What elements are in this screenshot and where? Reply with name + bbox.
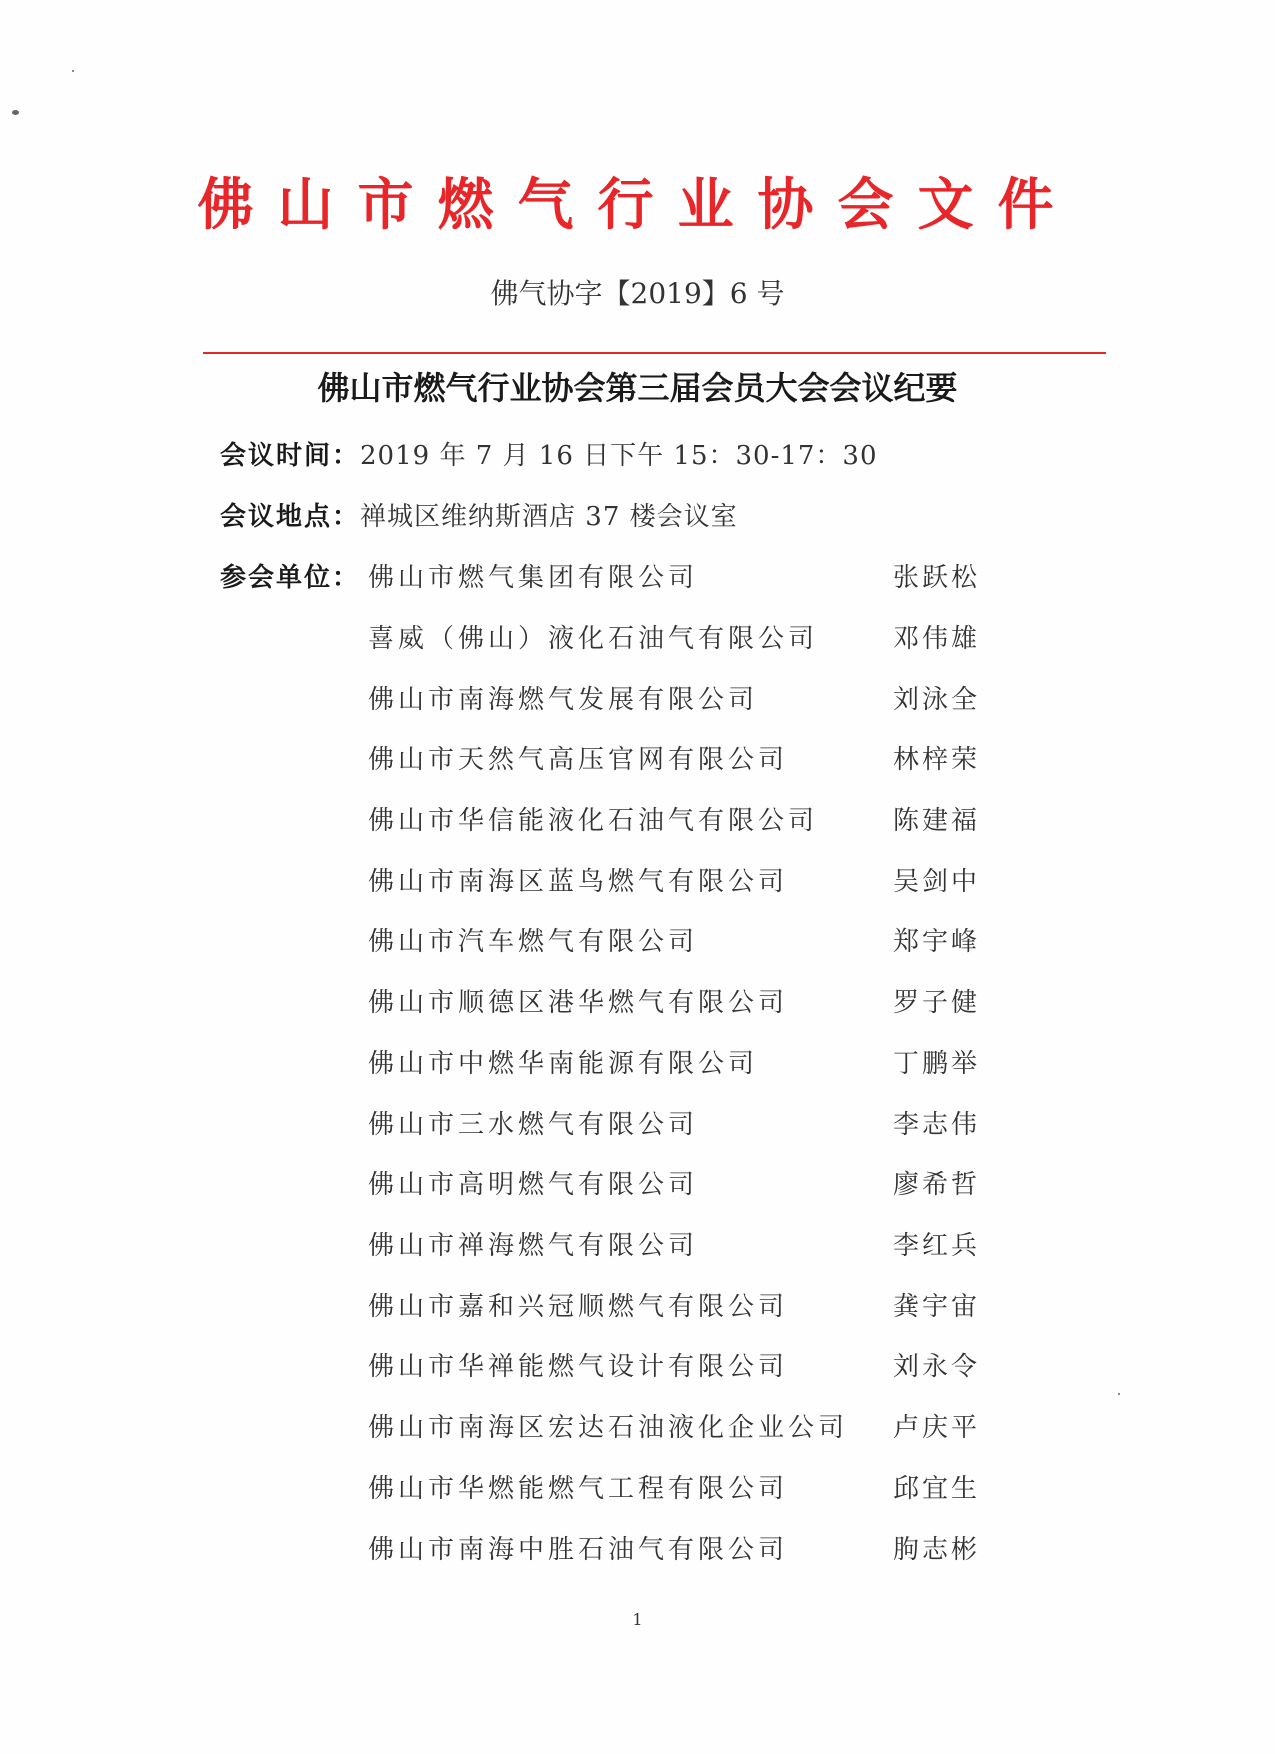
attendee-row xyxy=(0,1415,1275,1455)
attendee-person: 李红兵 xyxy=(893,1231,981,1261)
attendee-row xyxy=(0,687,1275,727)
attendee-row xyxy=(0,1354,1275,1394)
attendee-row xyxy=(0,869,1275,909)
organization-header-title: 佛山市燃气行业协会文件 xyxy=(197,173,1078,238)
attendee-company: 佛山市南海区蓝鸟燃气有限公司 xyxy=(368,867,789,897)
attendee-row xyxy=(0,808,1275,848)
attendee-person: 廖希哲 xyxy=(893,1170,981,1200)
attendee-row xyxy=(0,1051,1275,1091)
attendee-company: 佛山市三水燃气有限公司 xyxy=(368,1110,699,1140)
attendee-company: 佛山市嘉和兴冠顺燃气有限公司 xyxy=(368,1292,789,1322)
attendee-person: 邓伟雄 xyxy=(893,624,981,654)
meeting-time-value: 2019 年 7 月 16 日下午 15：30-17：30 xyxy=(360,441,878,471)
meeting-place-row xyxy=(220,504,738,530)
attendee-row xyxy=(0,565,1275,605)
attendee-person: 刘泳全 xyxy=(893,685,981,715)
attendee-row xyxy=(0,747,1275,787)
page-number: 1 xyxy=(632,1610,643,1629)
attendee-person: 吴剑中 xyxy=(893,867,981,897)
header-red-divider xyxy=(203,352,1106,354)
attendee-row xyxy=(0,626,1275,666)
attendee-company: 佛山市顺德区港华燃气有限公司 xyxy=(368,988,789,1018)
attendee-person: 卢庆平 xyxy=(893,1413,981,1443)
attendee-row xyxy=(0,929,1275,969)
attendee-person: 朐志彬 xyxy=(893,1535,981,1565)
document-number: 佛气协字【2019】6 号 xyxy=(490,277,785,310)
attendee-company: 喜威（佛山）液化石油气有限公司 xyxy=(368,624,819,654)
attendee-person: 龚宇宙 xyxy=(893,1292,981,1322)
attendee-row xyxy=(0,1172,1275,1212)
attendee-company: 佛山市高明燃气有限公司 xyxy=(368,1170,699,1200)
scan-speck xyxy=(72,70,74,72)
attendee-person: 陈建福 xyxy=(893,806,981,836)
attendee-company: 佛山市华燃能燃气工程有限公司 xyxy=(368,1474,789,1504)
attendee-company: 佛山市南海区宏达石油液化企业公司 xyxy=(368,1413,849,1443)
attendee-row xyxy=(0,1112,1275,1152)
attendee-person: 林梓荣 xyxy=(893,745,981,775)
attendee-person: 张跃松 xyxy=(893,563,981,593)
attendee-company: 佛山市天然气高压官网有限公司 xyxy=(368,745,789,775)
scan-speck xyxy=(12,110,19,115)
attendee-person: 郑宇峰 xyxy=(893,927,981,957)
attendee-row xyxy=(0,990,1275,1030)
meeting-time-row xyxy=(220,443,878,469)
attendee-person: 刘永令 xyxy=(893,1352,981,1382)
meeting-place-value: 禅城区维纳斯酒店 37 楼会议室 xyxy=(360,502,738,532)
attendee-company: 佛山市汽车燃气有限公司 xyxy=(368,927,699,957)
attendee-company: 佛山市禅海燃气有限公司 xyxy=(368,1231,699,1261)
attendee-company: 佛山市南海中胜石油气有限公司 xyxy=(368,1535,789,1565)
attendee-person: 丁鹏举 xyxy=(893,1049,981,1079)
attendees-label: 参会单位： xyxy=(220,563,361,593)
document-title: 佛山市燃气行业协会第三届会员大会会议纪要 xyxy=(317,369,958,407)
attendee-row xyxy=(0,1294,1275,1334)
attendee-company: 佛山市南海燃气发展有限公司 xyxy=(368,685,759,715)
attendee-row xyxy=(0,1233,1275,1273)
meeting-time-label: 会议时间： xyxy=(220,441,361,471)
attendee-company: 佛山市华禅能燃气设计有限公司 xyxy=(368,1352,789,1382)
attendee-company: 佛山市中燃华南能源有限公司 xyxy=(368,1049,759,1079)
meeting-place-label: 会议地点： xyxy=(220,502,361,532)
attendee-company: 佛山市燃气集团有限公司 xyxy=(368,563,699,593)
attendee-person: 邱宜生 xyxy=(893,1474,981,1504)
attendee-row xyxy=(0,1537,1275,1577)
attendee-company: 佛山市华信能液化石油气有限公司 xyxy=(368,806,819,836)
attendee-person: 李志伟 xyxy=(893,1110,981,1140)
attendee-person: 罗子健 xyxy=(893,988,981,1018)
attendee-row xyxy=(0,1476,1275,1516)
